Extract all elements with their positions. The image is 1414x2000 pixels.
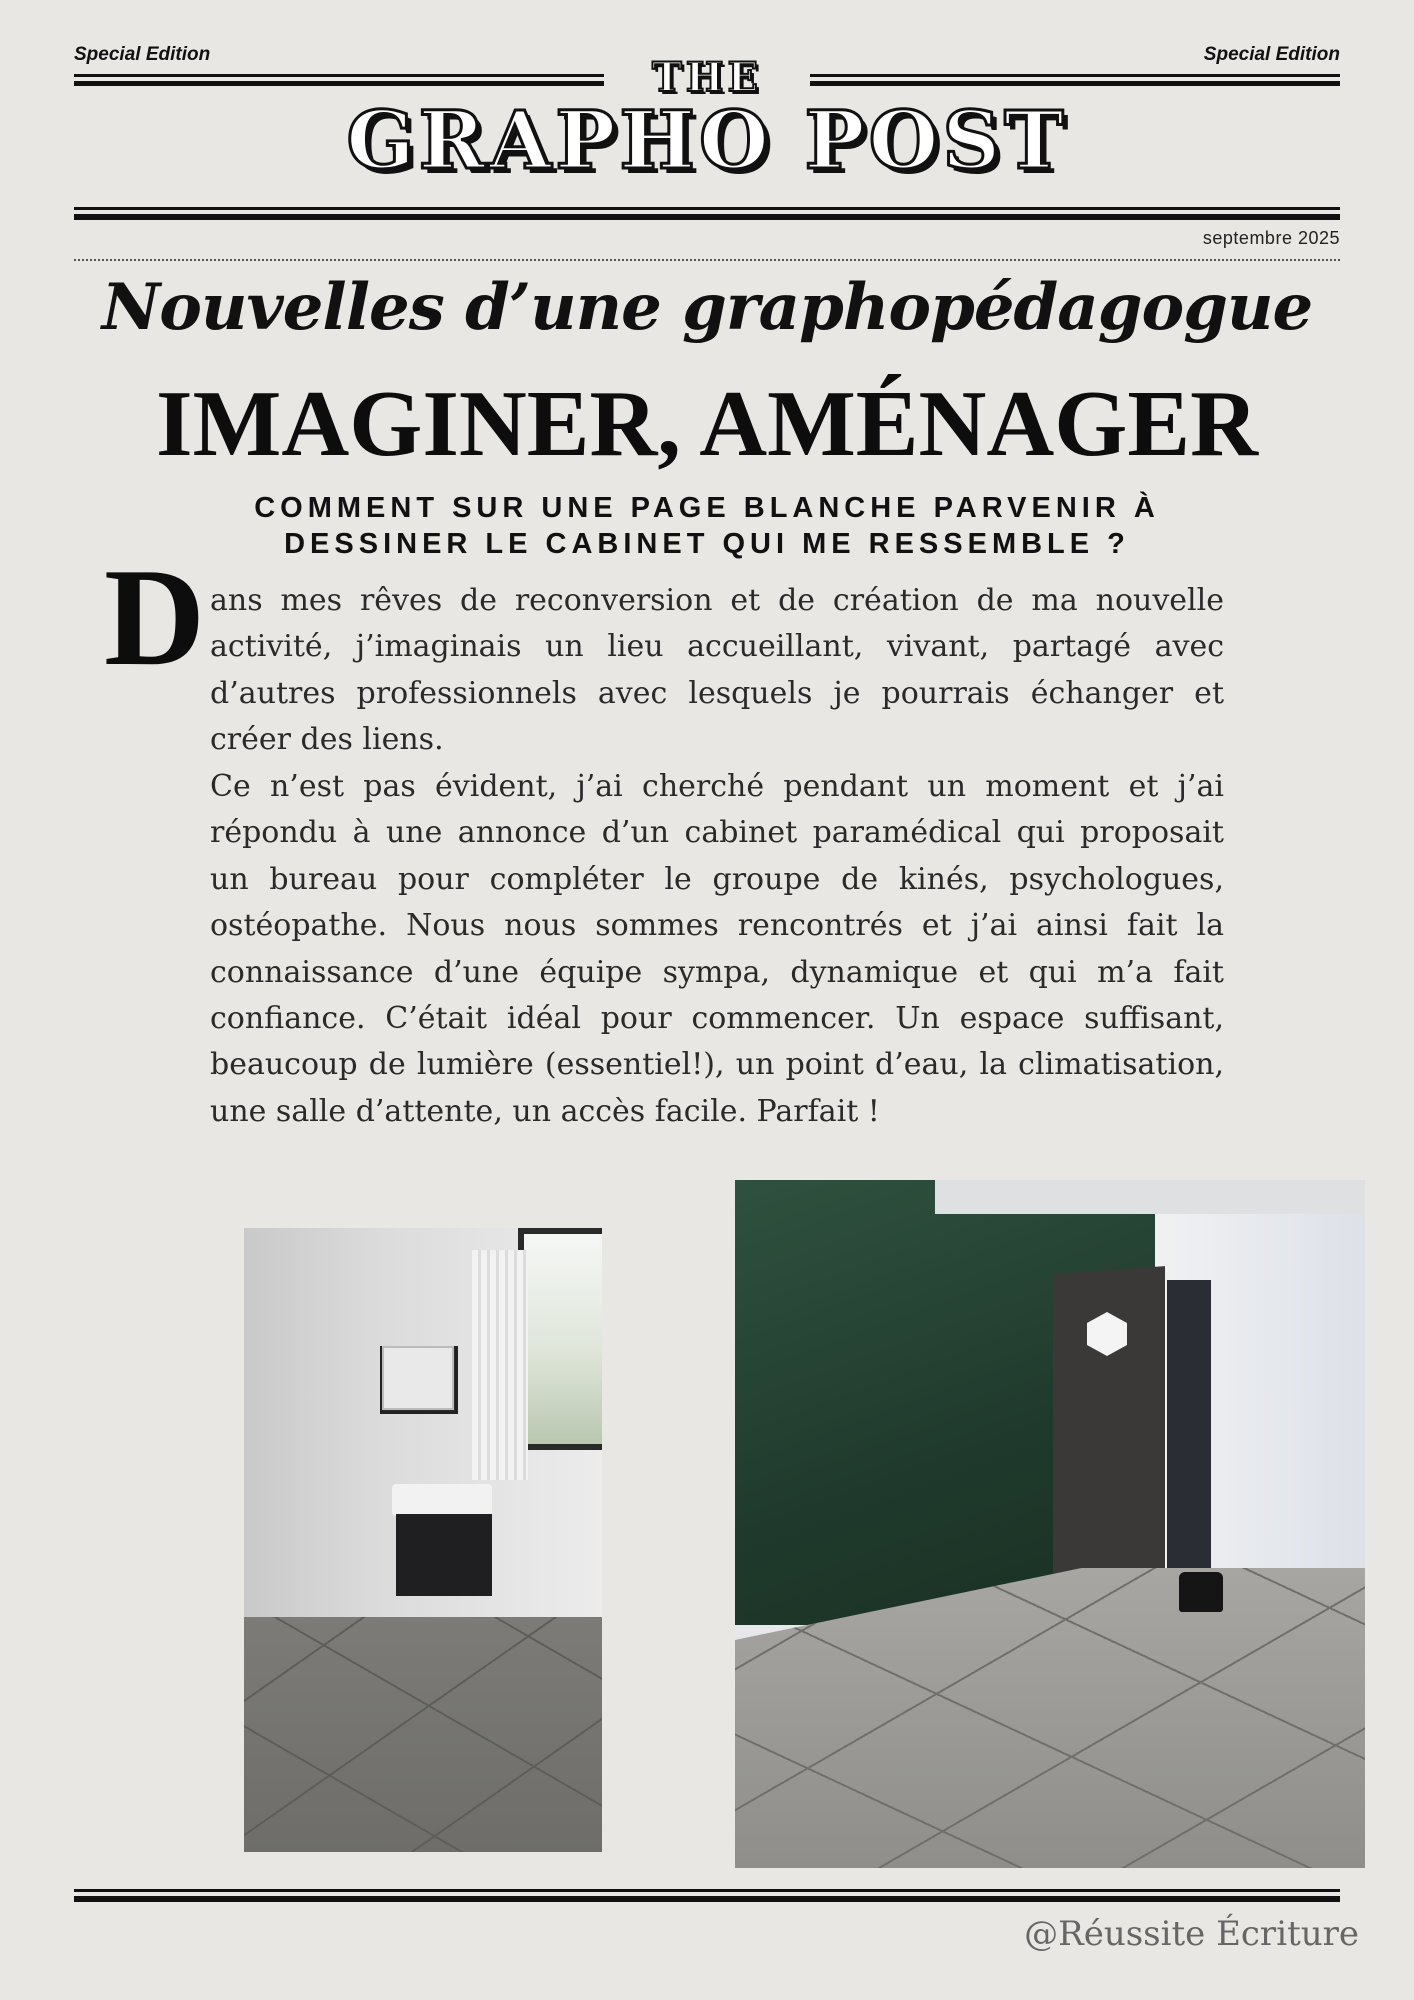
masthead-title: GRAPHO POST [346,93,1068,187]
vanity-cabinet [396,1514,492,1596]
article-kicker: Nouvelles d’une graphopédagogue [101,270,1313,345]
drop-cap: D [104,540,206,695]
footer-divider-thick [74,1896,1340,1902]
article-headline: IMAGINER, AMÉNAGER [156,372,1258,476]
article-subhead: COMMENT SUR UNE PAGE BLANCHE PARVENIR À DESSINER LE CABINET QUI ME RESSEMBLE ? [254,492,1160,560]
ceiling [935,1180,1365,1214]
wash-basin [392,1484,492,1516]
mirror [382,1346,454,1410]
footer-divider-thin [74,1889,1340,1892]
issue-date: septembre 2025 [1202,228,1340,248]
masthead-the: THE [651,54,763,101]
masthead-divider-thin [74,207,1340,210]
dotted-divider [74,259,1340,261]
photo-office-room [735,1180,1365,1868]
tiled-floor [244,1617,602,1852]
masthead-divider-thick [74,214,1340,220]
article-paragraph-1: ans mes rêves de reconversion et de création de ma nouvelle activité, j’imaginais un lieu accueillant, vivant, partagé avec d’autres professionnels avec lesquels je pourrais échanger et créer des liens. [210,583,1224,758]
curtain [472,1250,528,1480]
door-opening [1167,1280,1211,1610]
footer-credit: @Réussite Écriture [1024,1914,1359,1954]
window [518,1228,602,1450]
article-paragraph-2: Ce n’est pas évident, j’ai cherché pendant un moment et j’ai répondu à une annonce d’un cabinet paramédical qui proposait un bureau pour compléter le groupe de kinés, psychologues, ostéopathe. Nous nous sommes rencontrés et j’ai ainsi fait la connaissance d’une équipe sympa, dynamique et qui m’a fait confiance. C’était idéal pour commencer. Un espace suffisant, beaucoup de lumière (essentiel!), un point d’eau, la climatisation, une salle d’attente, un accès facile. Parfait ! [210,769,1224,1129]
photo-sink-corner [244,1228,602,1852]
handbag [1179,1572,1223,1612]
edition-label-left: Special Edition [74,44,211,65]
edition-label-right: Special Edition [1203,44,1340,65]
